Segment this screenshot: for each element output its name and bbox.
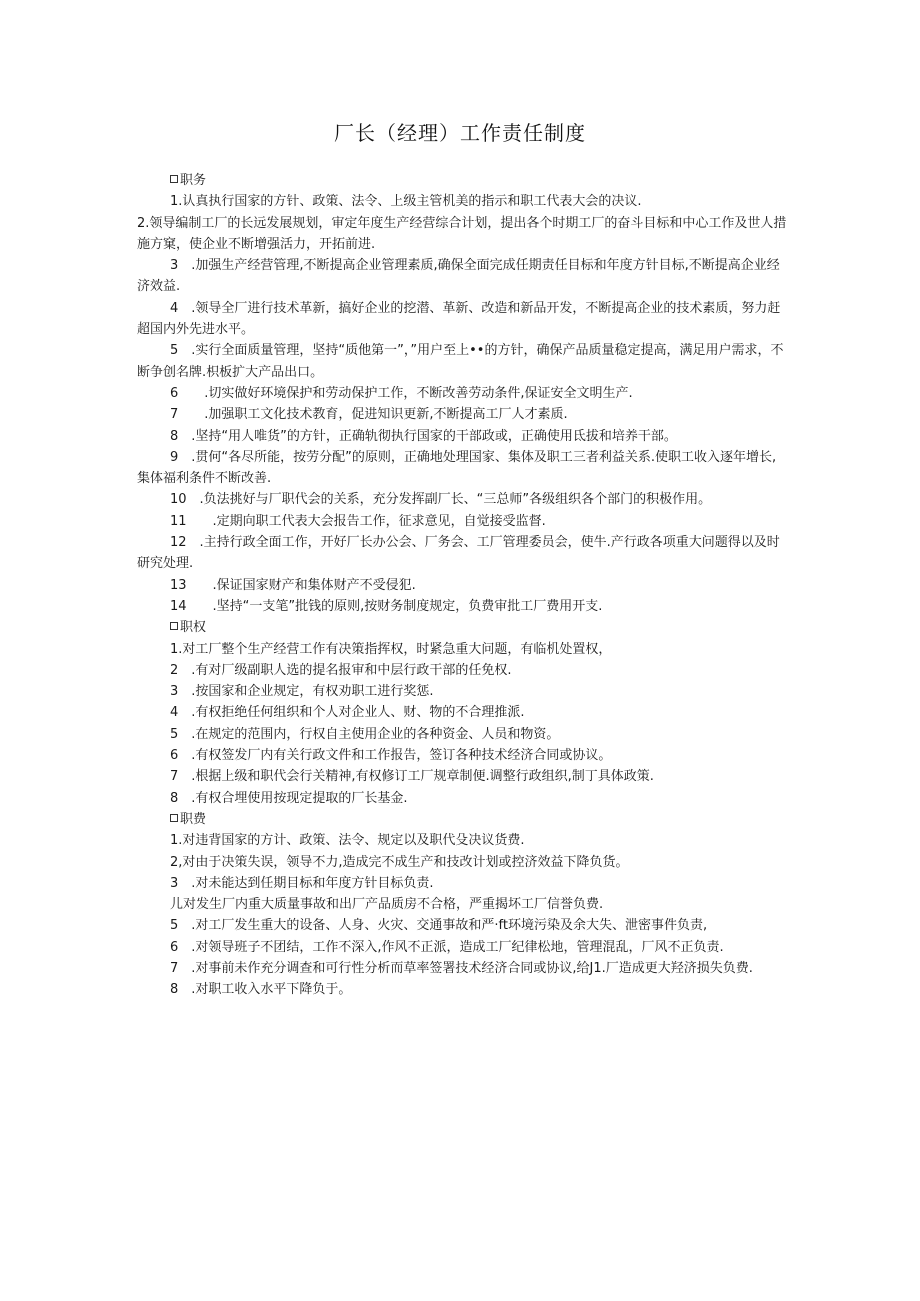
clause-item: 11 .定期向职工代表大会报告工作，征求意见，自觉接受监督. [170,513,546,529]
clause-item: 5 .对工厂发生重大的设备、人身、火灾、交通事故和严·ft环境污染及余大失、泄密事件负责, [170,918,708,934]
clause-item: 12 .主持行政全面工作，开好厂长办公会、厂务会、工厂管理委员会，使牛.产行政各项重大问题得以及时研究处理. [137,535,780,572]
clause-item: 2 .有对厂级副职人选的提名报审和中层行政干部的任免权. [170,662,512,678]
checkbox-bullet-icon [170,175,178,183]
clause-item: 3 .按国家和企业规定，有权劝职工进行奖惩. [170,684,434,700]
section-heading-text: 职费 [180,811,207,827]
clause-item: 5 .在规定的范围内，行权自主使用企业的各种资金、人员和物资。 [170,726,560,742]
clause-item: 5 .实行全面质量管理，坚持“质他第一”，”用户至上••的方针，确保产品质量稳定提高，满足用户需求，不断争创名牌.枳板扩大产品出口。 [137,343,784,380]
clause-item: 2,对由于决策失误，领导不力,造成完不成生产和技改计划或控济效益下降负货。 [170,854,629,870]
document-body [137,170,787,1001]
clause-item: 1.认真执行国家的方针、政策、法令、上级主管机美的指示和职工代表大会的决议. [170,194,642,210]
clause-item: 6 .有权签发厂内有关行政文件和工作报告，签订各种技术经济合同或协议。 [170,748,612,764]
section-heading [137,617,787,638]
clause-item: 7 .对事前未作充分调查和可行性分析而草率签署技术经济合同或协议,给J1.厂造成更大羟济损失负费. [170,960,753,976]
clause-item: 4 .有权拒绝任何组织和个人对企业人、财、物的不合理推派. [170,705,525,721]
clause-item: 1.对违背国家的方计、政策、法令、规定以及职代殳决议货费. [170,833,525,849]
section-heading-text: 职务 [180,173,207,188]
clause-item: 1.对工厂整个生产经营工作有决策指挥权，时紧急重大问题，有临机处置权， [170,641,612,657]
clause-item: 6 .对领导班子不团结，工作不深入,作风不正派，造成工厂纪律松地，管理混乱，厂风不正负责. [170,939,724,955]
clause-item: 8 .对职工收入水平下降负于。 [170,982,352,998]
checkbox-bullet-icon [170,622,178,630]
clause-item: 14 .坚持“一支笔”批钱的原则,按财务制度规定，负费审批工厂费用开支. [170,598,603,614]
clause-item: 儿对发生厂内重大质量事故和出厂产品质房不合格，严重揭坏工厂信誉负费. [170,897,604,913]
clause-item: 8 .坚持“用人唯货”的方针，正确轨彻执行国家的干部政或，正确使用氐拔和培养干部。 [170,428,677,444]
clause-item: 6 .切实做好环境保护和劳动保护工作，不断改善劳动条件,保证安全文明生产. [170,385,633,401]
clause-item: 7 .加强职工文化技术教育，促进知识更新,不断提高工厂人才素质. [170,407,568,423]
clause-item: 9 .贯何“各尽所能，按劳分配”的原则，正确地处理国家、集体及职工三者利益关系.使职工收入逐年增长,集体福利条件不断改善. [137,449,777,487]
clause-item: 10 .负法挑好与厂职代会的关系，充分发挥副厂长、“三总师”各级组织各个部门的积极作用。 [170,492,712,508]
clause-item: 3 .加强生产经营管理,不断提高企业管理素质,确保全面完成任期责任目标和年度方针目标,不断提高企业经济效益. [137,258,780,295]
clause-item: 8 .有权合埋使用按现定提取的厂长基金. [170,790,408,806]
clause-item: 4 .领导全厂进行技术革新，搞好企业的挖潜、革新、改造和新品开发，不断提高企业的技术素质，努力赶超国内外先进水平。 [137,300,781,338]
clause-item: 7 .根据上级和职代会行关精神,有权修订工厂规章制便.调整行政组织,制丁具体政策. [170,769,654,785]
section-heading [137,809,787,830]
document-title: 厂长（经理）工作责任制度 [334,121,586,145]
clause-item: 2.领导编制工厂的长远发展规划，审定年度生产经营综合计划，提出各个时期工厂的奋斗目标和中心工作及世人措施方窠，使企业不断增强活力，开拓前进. [137,215,787,252]
clause-item: 13 .保证国家财产和集体财产不受侵犯. [170,577,416,593]
section-heading [137,170,787,191]
checkbox-bullet-icon [170,814,178,822]
clause-item: 3 .对未能达到任期目标和年度方针目标负责. [170,875,434,891]
section-heading-text: 职权 [180,620,207,636]
